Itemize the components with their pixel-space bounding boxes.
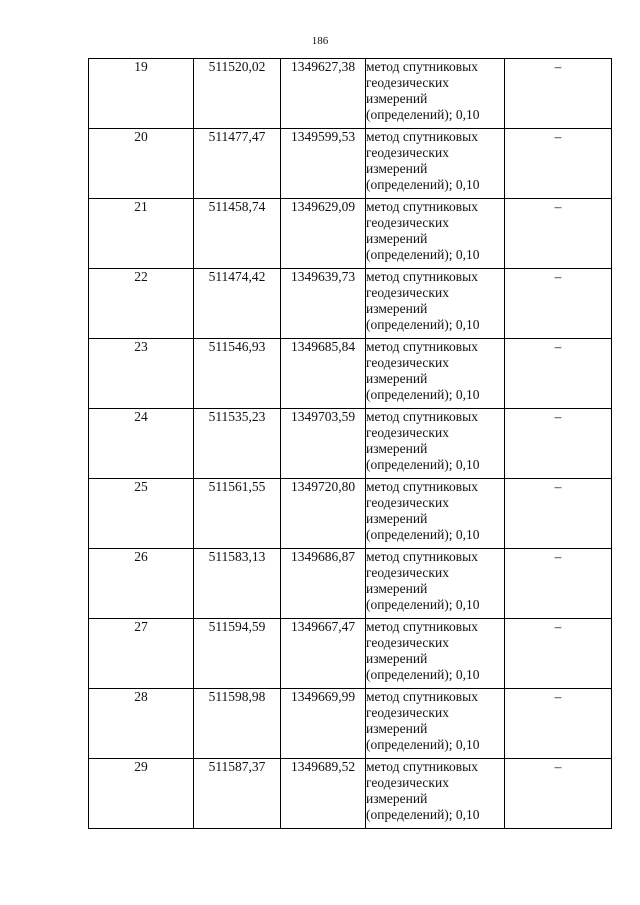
method-line: (определений); 0,10	[366, 387, 480, 402]
method-cell	[366, 479, 505, 549]
note-cell: –	[505, 619, 612, 689]
point-number-cell: 24	[89, 409, 194, 479]
method-line: (определений); 0,10	[366, 807, 480, 822]
coordinate-x-cell: 511583,13	[194, 549, 281, 619]
coordinate-x-cell: 511477,47	[194, 129, 281, 199]
method-line: (определений); 0,10	[366, 737, 480, 752]
method-cell	[366, 549, 505, 619]
coordinate-y-cell: 1349599,53	[281, 129, 366, 199]
method-line: измерений	[366, 371, 428, 386]
coordinate-x-cell: 511458,74	[194, 199, 281, 269]
method-cell	[366, 339, 505, 409]
method-line: измерений	[366, 91, 428, 106]
method-cell	[366, 269, 505, 339]
method-line: измерений	[366, 441, 428, 456]
coordinate-x-cell: 511594,59	[194, 619, 281, 689]
method-line: измерений	[366, 791, 428, 806]
table-row	[89, 339, 612, 409]
table-row	[89, 479, 612, 549]
method-line: (определений); 0,10	[366, 317, 480, 332]
table-row	[89, 619, 612, 689]
note-cell: –	[505, 549, 612, 619]
method-line: геодезических	[366, 705, 449, 720]
method-line: измерений	[366, 721, 428, 736]
method-line: геодезических	[366, 355, 449, 370]
coordinate-x-cell: 511561,55	[194, 479, 281, 549]
coordinate-y-cell: 1349629,09	[281, 199, 366, 269]
method-line: геодезических	[366, 75, 449, 90]
note-cell: –	[505, 759, 612, 829]
method-cell	[366, 409, 505, 479]
coordinate-y-cell: 1349686,87	[281, 549, 366, 619]
method-line: измерений	[366, 511, 428, 526]
note-cell: –	[505, 409, 612, 479]
note-cell: –	[505, 339, 612, 409]
method-line: метод спутниковых	[366, 339, 478, 354]
method-line: геодезических	[366, 565, 449, 580]
coordinate-x-cell: 511598,98	[194, 689, 281, 759]
note-cell: –	[505, 479, 612, 549]
method-line: (определений); 0,10	[366, 107, 480, 122]
method-cell	[366, 59, 505, 129]
coordinate-x-cell: 511520,02	[194, 59, 281, 129]
note-cell: –	[505, 59, 612, 129]
method-line: (определений); 0,10	[366, 247, 480, 262]
method-line: метод спутниковых	[366, 759, 478, 774]
method-line: (определений); 0,10	[366, 597, 480, 612]
table-row	[89, 199, 612, 269]
coordinate-y-cell: 1349720,80	[281, 479, 366, 549]
point-number-cell: 22	[89, 269, 194, 339]
page-number: 186	[311, 35, 329, 47]
table-row	[89, 129, 612, 199]
method-line: измерений	[366, 161, 428, 176]
method-line: (определений); 0,10	[366, 457, 480, 472]
method-line: метод спутниковых	[366, 549, 478, 564]
method-cell	[366, 129, 505, 199]
method-line: измерений	[366, 231, 428, 246]
method-line: геодезических	[366, 215, 449, 230]
note-cell: –	[505, 199, 612, 269]
method-cell	[366, 199, 505, 269]
point-number-cell: 21	[89, 199, 194, 269]
coordinate-y-cell: 1349639,73	[281, 269, 366, 339]
method-cell	[366, 759, 505, 829]
method-line: метод спутниковых	[366, 269, 478, 284]
method-line: (определений); 0,10	[366, 177, 480, 192]
note-cell: –	[505, 689, 612, 759]
coordinates-table	[88, 58, 612, 829]
table-row	[89, 759, 612, 829]
coordinates-table-body	[89, 59, 612, 829]
table-row	[89, 689, 612, 759]
coordinate-y-cell: 1349627,38	[281, 59, 366, 129]
method-line: геодезических	[366, 145, 449, 160]
coordinate-x-cell: 511546,93	[194, 339, 281, 409]
point-number-cell: 25	[89, 479, 194, 549]
method-line: геодезических	[366, 635, 449, 650]
table-row	[89, 409, 612, 479]
point-number-cell: 19	[89, 59, 194, 129]
method-line: метод спутниковых	[366, 199, 478, 214]
table-row	[89, 549, 612, 619]
method-line: метод спутниковых	[366, 129, 478, 144]
table-row	[89, 59, 612, 129]
method-cell	[366, 689, 505, 759]
note-cell: –	[505, 269, 612, 339]
point-number-cell: 20	[89, 129, 194, 199]
coordinate-y-cell: 1349703,59	[281, 409, 366, 479]
note-cell: –	[505, 129, 612, 199]
coordinate-y-cell: 1349667,47	[281, 619, 366, 689]
point-number-cell: 23	[89, 339, 194, 409]
method-line: метод спутниковых	[366, 59, 478, 74]
coordinate-y-cell: 1349685,84	[281, 339, 366, 409]
coordinate-x-cell: 511474,42	[194, 269, 281, 339]
point-number-cell: 26	[89, 549, 194, 619]
method-line: измерений	[366, 581, 428, 596]
method-line: геодезических	[366, 775, 449, 790]
method-line: метод спутниковых	[366, 479, 478, 494]
method-line: геодезических	[366, 285, 449, 300]
table-row	[89, 269, 612, 339]
method-line: геодезических	[366, 495, 449, 510]
coordinate-y-cell: 1349689,52	[281, 759, 366, 829]
coordinate-y-cell: 1349669,99	[281, 689, 366, 759]
method-line: (определений); 0,10	[366, 527, 480, 542]
method-line: (определений); 0,10	[366, 667, 480, 682]
point-number-cell: 29	[89, 759, 194, 829]
method-line: измерений	[366, 651, 428, 666]
point-number-cell: 28	[89, 689, 194, 759]
method-line: метод спутниковых	[366, 409, 478, 424]
method-line: метод спутниковых	[366, 619, 478, 634]
method-line: геодезических	[366, 425, 449, 440]
point-number-cell: 27	[89, 619, 194, 689]
method-cell	[366, 619, 505, 689]
method-line: измерений	[366, 301, 428, 316]
coordinate-x-cell: 511587,37	[194, 759, 281, 829]
method-line: метод спутниковых	[366, 689, 478, 704]
coordinate-x-cell: 511535,23	[194, 409, 281, 479]
